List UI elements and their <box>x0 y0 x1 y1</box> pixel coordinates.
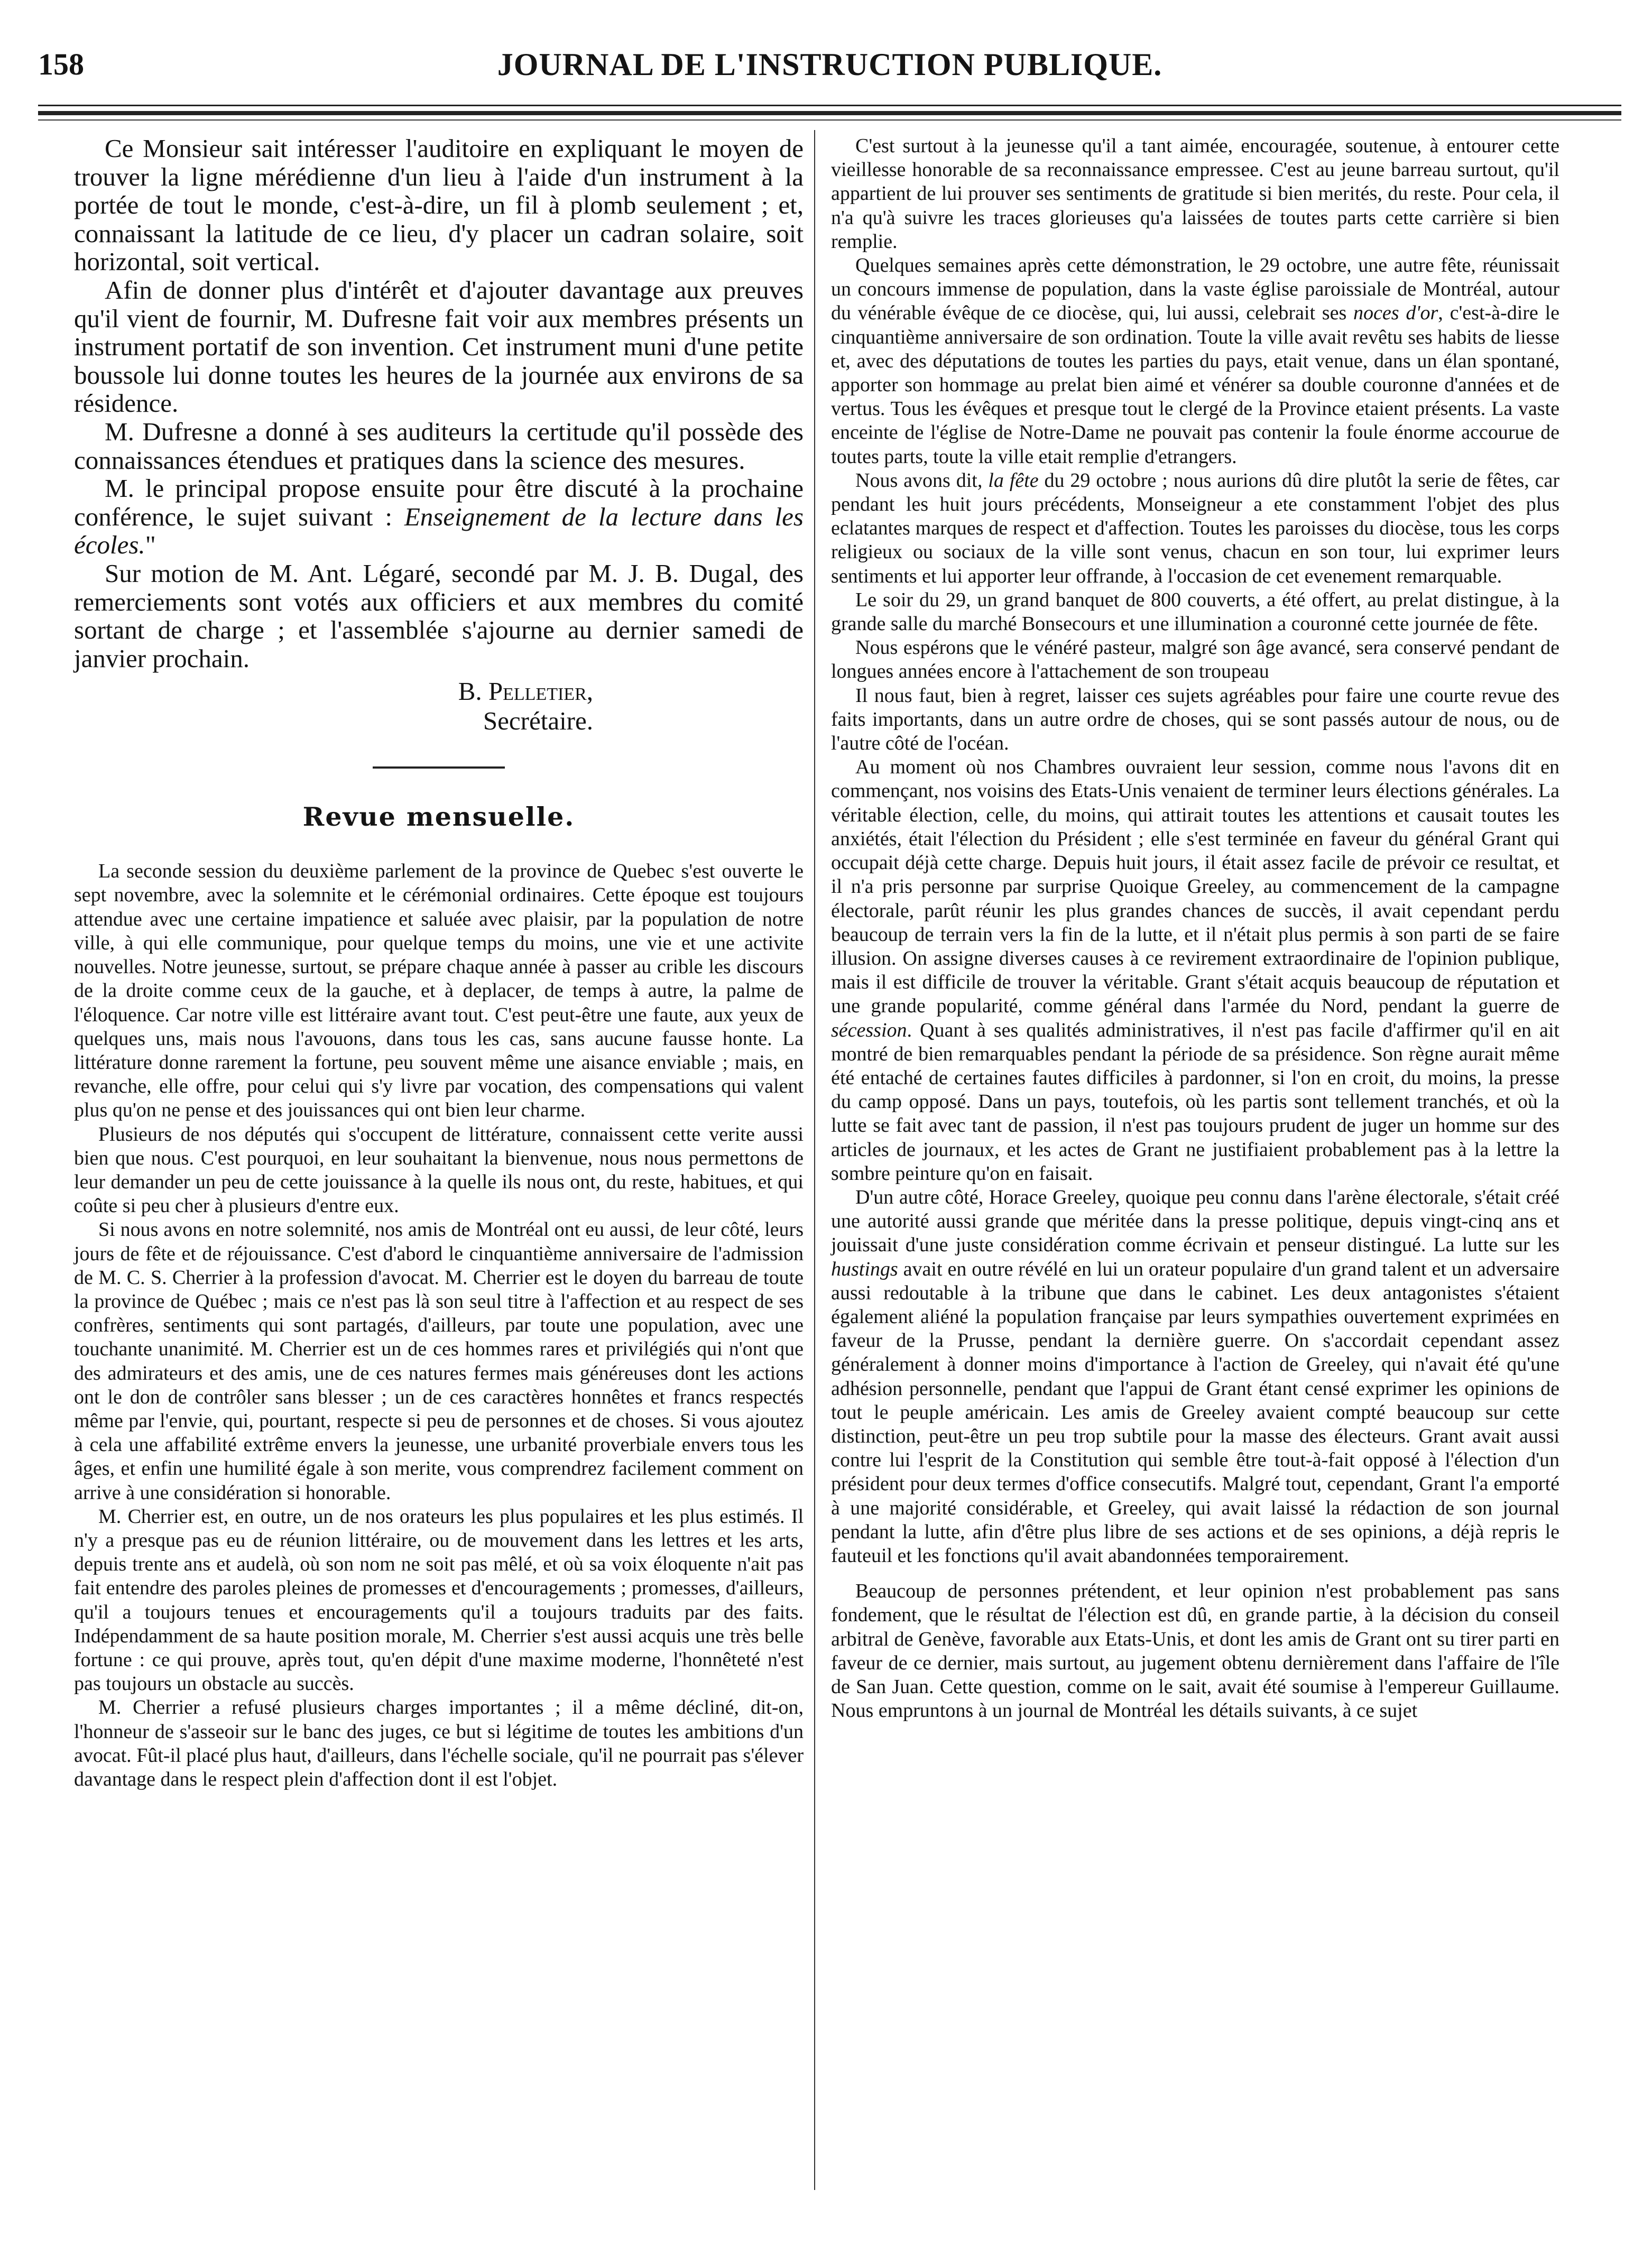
paragraph: M. Cherrier est, en outre, un de nos orateurs les plus populaires et les plus estimés. Il n'y a presque pas eu de réunion littéraire, ou de mouvement dans les lettres et les arts, depuis trente ans et audelà, où son nom ne soit pas mêlé, et où sa voix éloquente n'ait pas fait entendre des paroles pleines de promesses et d'encouragements ; promesses, d'ailleurs, qu'il a toujours tenues et encouragements qu'il a toujours traduits par des faits. Indépendamment de sa haute position morale, M. Cherrier s'est aussi acquis une très belle fortune : ce qui prouve, après tout, qu'en dépit d'une maxime moderne, l'honnêteté n'est pas toujours un obstacle au succès. <box>74 1505 804 1695</box>
text-run: D'un autre côté, Horace Greeley, quoique peu connu dans l'arène électorale, s'était créé une autorité aussi grande que méritée dans la presse politique, depuis vingt-cinq ans et jouissait d'une juste considération comme écrivain et penseur distingué. La lutte sur les <box>831 1186 1559 1256</box>
header-rule-bottom <box>38 119 1621 121</box>
paragraph: Afin de donner plus d'intérêt et d'ajouter davantage aux preuves qu'il vient de fournir, M. Dufresne fait voir aux membres présents un instrument portatif de son invention. Cet instrument muni d'une petite boussole lui donne toutes les heures de la journée aux environs de sa résidence. <box>74 275 804 418</box>
signature-role: Secrétaire. <box>483 706 593 736</box>
header-rule-thick <box>38 111 1621 115</box>
paragraph <box>74 474 804 559</box>
text-run: Au moment où nos Chambres ouvraient leur session, comme nous l'avons dit en commençant, nos voisins des Etats-Unis venaient de terminer leurs élections générales. La véritable élection, celle, du moins, qui attirait toutes les attentions et causait toutes les anxiétés, était l'élection du Président ; elle s'est terminée en faveur du général Grant qui occupait déjà cette charge. Depuis huit jours, il était assez facile de prévoir ce resultat, et il n'a pris personne par surprise Quoique Greeley, au commencement de la campagne électorale, parût réunir les plus grandes chances de succès, il avait cependant perdu beaucoup de terrain vers la fin de la lutte, et il n'était plus permis à son parti de se faire illusion. On assigne diverses causes à ce revirement extraordinaire de l'opinion publique, mais il est difficile de trouver la véritable. Grant s'était acquis beaucoup de réputation et une grande popularité, comme général dans l'armée du Nord, pendant la guerre de <box>831 756 1559 1018</box>
header-rule-thin <box>38 105 1621 106</box>
running-title: JOURNAL DE L'INSTRUCTION PUBLIQUE. <box>497 47 1162 82</box>
paragraph: M. Dufresne a donné à ses auditeurs la certitude qu'il possède des connaissances étendues et pratiques dans la science des mesures. <box>74 417 804 475</box>
paragraph: C'est surtout à la jeunesse qu'il a tant aimée, encouragée, soutenue, à entourer cette vieillesse honorable de sa reconnaissance empressee. C'est au jeune barreau surtout, qu'il appartient de lui prouver ses sentiments de gratitude si bien merités, du reste. Pour cela, il n'a qu'à suivre les traces glorieuses qu'a laissées de toutes parts cette carrière si bien remplie. <box>831 135 1559 253</box>
paragraph: Nous espérons que le vénéré pasteur, malgré son âge avancé, sera conservé pendant de longues années encore à l'attachement de son troupeau <box>831 636 1559 683</box>
paragraph: Plusieurs de nos députés qui s'occupent de littérature, connaissent cette verite aussi bien que nous. C'est pourquoi, en leur souhaitant la bienvenue, nous nous permettons de leur demander un peu de cette jouissance à la quelle ils nous ont, du reste, habitues, et qui coûte si peu cher à plusieurs d'entre eux. <box>74 1123 804 1217</box>
italic-run: sécession <box>831 1019 907 1041</box>
italic-run: la fête <box>988 469 1039 492</box>
paragraph: Il nous faut, bien à regret, laisser ces sujets agréables pour faire une courte revue des faits importants, dans un autre ordre de choses, qui se sont passés autour de nous, ou de l'autre côté de l'océan. <box>831 684 1559 755</box>
paragraph: La seconde session du deuxième parlement de la province de Quebec s'est ouverte le sept novembre, avec la solemnite et le cérémonial ordinaires. Cette époque est toujours attendue avec une certaine impatience et saluée avec plaisir, par la population de notre ville, à qui elle communique, pour quelque temps du moins, une vie et une activite nouvelles. Notre jeunesse, surtout, se prépare chaque année à passer au crible les discours de la droite comme ceux de la gauche, et à deplacer, de temps à autre, la palme de l'éloquence. Car notre ville est littéraire avant tout. C'est peut-être une faute, aux yeux de quelques uns, mais nous l'avouons, dans tous les cas, sans aucune fausse honte. La littérature donne rarement la fortune, peu souvent même une aisance enviable ; mais, en revanche, elle offre, pour celui qui s'y livre par vocation, des compensations qui valent plus qu'on ne pense et des jouissances qui ont bien leur charme. <box>74 860 804 1122</box>
signature-block <box>74 677 804 736</box>
paragraph: Le soir du 29, un grand banquet de 800 couverts, a été offert, au prelat distingue, à la grande salle du marché Bonsecours et une illumination a couronné cette journée de fête. <box>831 588 1559 635</box>
left-column <box>74 134 804 1791</box>
text-run: Nous avons dit, <box>855 469 989 492</box>
conference-report <box>74 134 804 672</box>
text-run: . Quant à ses qualités administratives, il n'est pas facile d'affirmer qu'il en ait montré de bien remarquables pendant la période de sa présidence. Son règne aurait même été entaché de certaines fautes difficiles à pardonner, si l'on en croit, du moins, la presse du camp opposé. Dans un pays, toutefois, où les partis sont tellement tranchés, et où la lutte se fait avec tant de passion, il n'est pas toujours prudent de juger un homme sur des articles de journaux, et les actes de Grant ne justifiaient probablement pas à la lettre la sombre peinture qu'on en faisait. <box>831 1019 1559 1185</box>
paragraph: Ce Monsieur sait intéresser l'auditoire en expliquant le moyen de trouver la ligne mérédienne d'un lieu à l'aide d'un instrument à la portée de tout le monde, c'est-à-dire, un fil à plomb seulement ; et, connaissant la latitude de ce lieu, d'y placer un cadran solaire, soit horizontal, soit vertical. <box>74 134 804 276</box>
paragraph <box>831 469 1559 588</box>
paragraph: M. Cherrier a refusé plusieurs charges importantes ; il a même décliné, dit-on, l'honneur de s'asseoir sur le banc des juges, ce but si légitime de toutes les ambitions d'un avocat. Fût-il placé plus haut, d'ailleurs, dans l'échelle sociale, qu'il ne pourrait pas s'élever davantage dans le respect plein d'affection dont il est l'objet. <box>74 1696 804 1790</box>
text-run: Quelques semaines après cette démonstration, le 29 octobre, une autre fête, réunissait un concours immense de population, dans la vaste église paroissiale de Montréal, autour du vénérable évêque de ce diocèse, qui, lui aussi, celebrait ses <box>831 254 1559 325</box>
italic-run: noces d'or <box>1353 302 1438 325</box>
section-divider <box>373 766 505 769</box>
section-title: Revue mensuelle. <box>302 801 575 833</box>
text-run: " <box>145 530 156 560</box>
page-header <box>38 47 1621 99</box>
paragraph: Si nous avons en notre solemnité, nos amis de Montréal ont eu aussi, de leur côté, leurs jours de fête et de réjouissance. C'est d'abord le cinquantième anniversaire de l'admission de M. C. S. Cherrier à la profession d'avocat. M. Cherrier est le doyen du barreau de toute la province de Québec ; mais ce n'est pas là son seul titre à l'affection et au respect de ses confrères, sentiments qui sont partagés, d'ailleurs, par toute une population, avec une touchante unanimité. M. Cherrier est un de ces hommes rares et privilégiés qui n'ont que des admirateurs et des amis, une de ces natures fermes mais généreuses dont les actions ont le don de contrôler sans blesser ; un de ces caractères honnêtes et francs respectés même par l'envie, qui, pourtant, respecte si peu de personnes et de choses. Si vous ajoutez à cela une affabilité extrême envers la jeunesse, une urbanité proverbiale envers tous les âges, et enfin une humilité égale à son merite, vous comprendrez facilement comment on arrive à une considération si honorable. <box>74 1218 804 1504</box>
right-column <box>831 134 1559 1723</box>
paragraph: Sur motion de M. Ant. Légaré, secondé par M. J. B. Dugal, des remerciements sont votés aux officiers et aux membres du comité sortant de charge ; et l'assemblée s'ajourne au dernier samedi de janvier prochain. <box>74 558 804 673</box>
paragraph <box>831 755 1559 1186</box>
paragraph <box>831 1186 1559 1568</box>
italic-run: Enseignement de la lecture dans les écoles. <box>74 502 804 560</box>
revue-mensuelle <box>74 860 804 1791</box>
paragraph: Beaucoup de personnes prétendent, et leur opinion n'est probablement pas sans fondement, que le résultat de l'élection est dû, en grande partie, à la décision du conseil arbitral de Genève, favorable aux Etats-Unis, et dont les amis de Grant ont su tirer parti en faveur de ce dernier, mais surtout, au jugement obtenu dernièrement dans l'affaire de l'île de San Juan. Cette question, comme on le sait, avait été soumise à l'empereur Guillaume. Nous empruntons à un journal de Montréal les détails suivants, à ce sujet <box>831 1580 1559 1722</box>
text-run: avait en outre révélé en lui un orateur populaire d'un grand talent et un adversaire aussi redoutable à la tribune que dans le cabinet. Les deux antagonistes s'étaient également aliéné la population française par leurs sympathies ouvertement exprimées en faveur de la Prusse, pendant la dernière guerre. On s'accordait cependant assez généralement à donner moins d'importance à l'action de Greeley, qui n'avait été qu'une adhésion personnelle, pendant que l'appui de Grant étant censé exprimer les opinions de tout le peuple américain. Les amis de Greeley avaient compté beaucoup sur cette distinction, peut-être un peu trop subtile pour la masse des électeurs. Grant avait aussi contre lui l'esprit de la Constitution qui semble être tout-à-fait opposé à l'élection d'un président pour deux termes d'office consecutifs. Malgré tout, cependant, Grant l'a emporté à une majorité considérable, et Greeley, qui avait laissé la rédaction de son journal pendant la lutte, afin d'être plus libre de ses actions et de ses opinions, a déjà repris le fauteuil et les fonctions qu'il avait abandonnées temporairement. <box>831 1258 1559 1567</box>
signature-name: B. Pelletier, <box>458 677 593 706</box>
text-run: du 29 octobre ; nous aurions dû dire plutôt la serie de fêtes, car pendant les huit jours précédents, Monseigneur a ete constamment l'objet des plus eclatantes marques de respect et d'affection. Toutes les paroisses du diocèse, tous les corps religieux ou sociaux de la ville sont venus, chacun en son tour, lui exprimer leurs sentiments et lui apporter leur offrande, à l'occasion de cet evenement remarquable. <box>831 469 1560 587</box>
paragraph <box>831 254 1559 469</box>
text-run: M. le principal propose ensuite pour être discuté à la prochaine conférence, le sujet suivant : <box>74 474 804 531</box>
column-divider <box>814 130 815 2190</box>
italic-run: hustings <box>831 1258 898 1280</box>
page-number: 158 <box>38 47 84 81</box>
text-run: , c'est-à-dire le cinquantième anniversaire de son ordination. Toute la ville avait revêtu ses habits de liesse et, avec des députations de toutes les parties du pays, etait venue, dans un élan spontané, apporter son hommage au prelat bien aimé et vénérer sa double couronne d'années et de vertus. Tous les évêques et presque tout le clergé de la Province etaient présents. La vaste enceinte de l'église de Notre-Dame ne pouvait pas contenir la foule énorme accourue de toutes parts, toute la ville etait remplie d'etrangers. <box>831 302 1560 468</box>
